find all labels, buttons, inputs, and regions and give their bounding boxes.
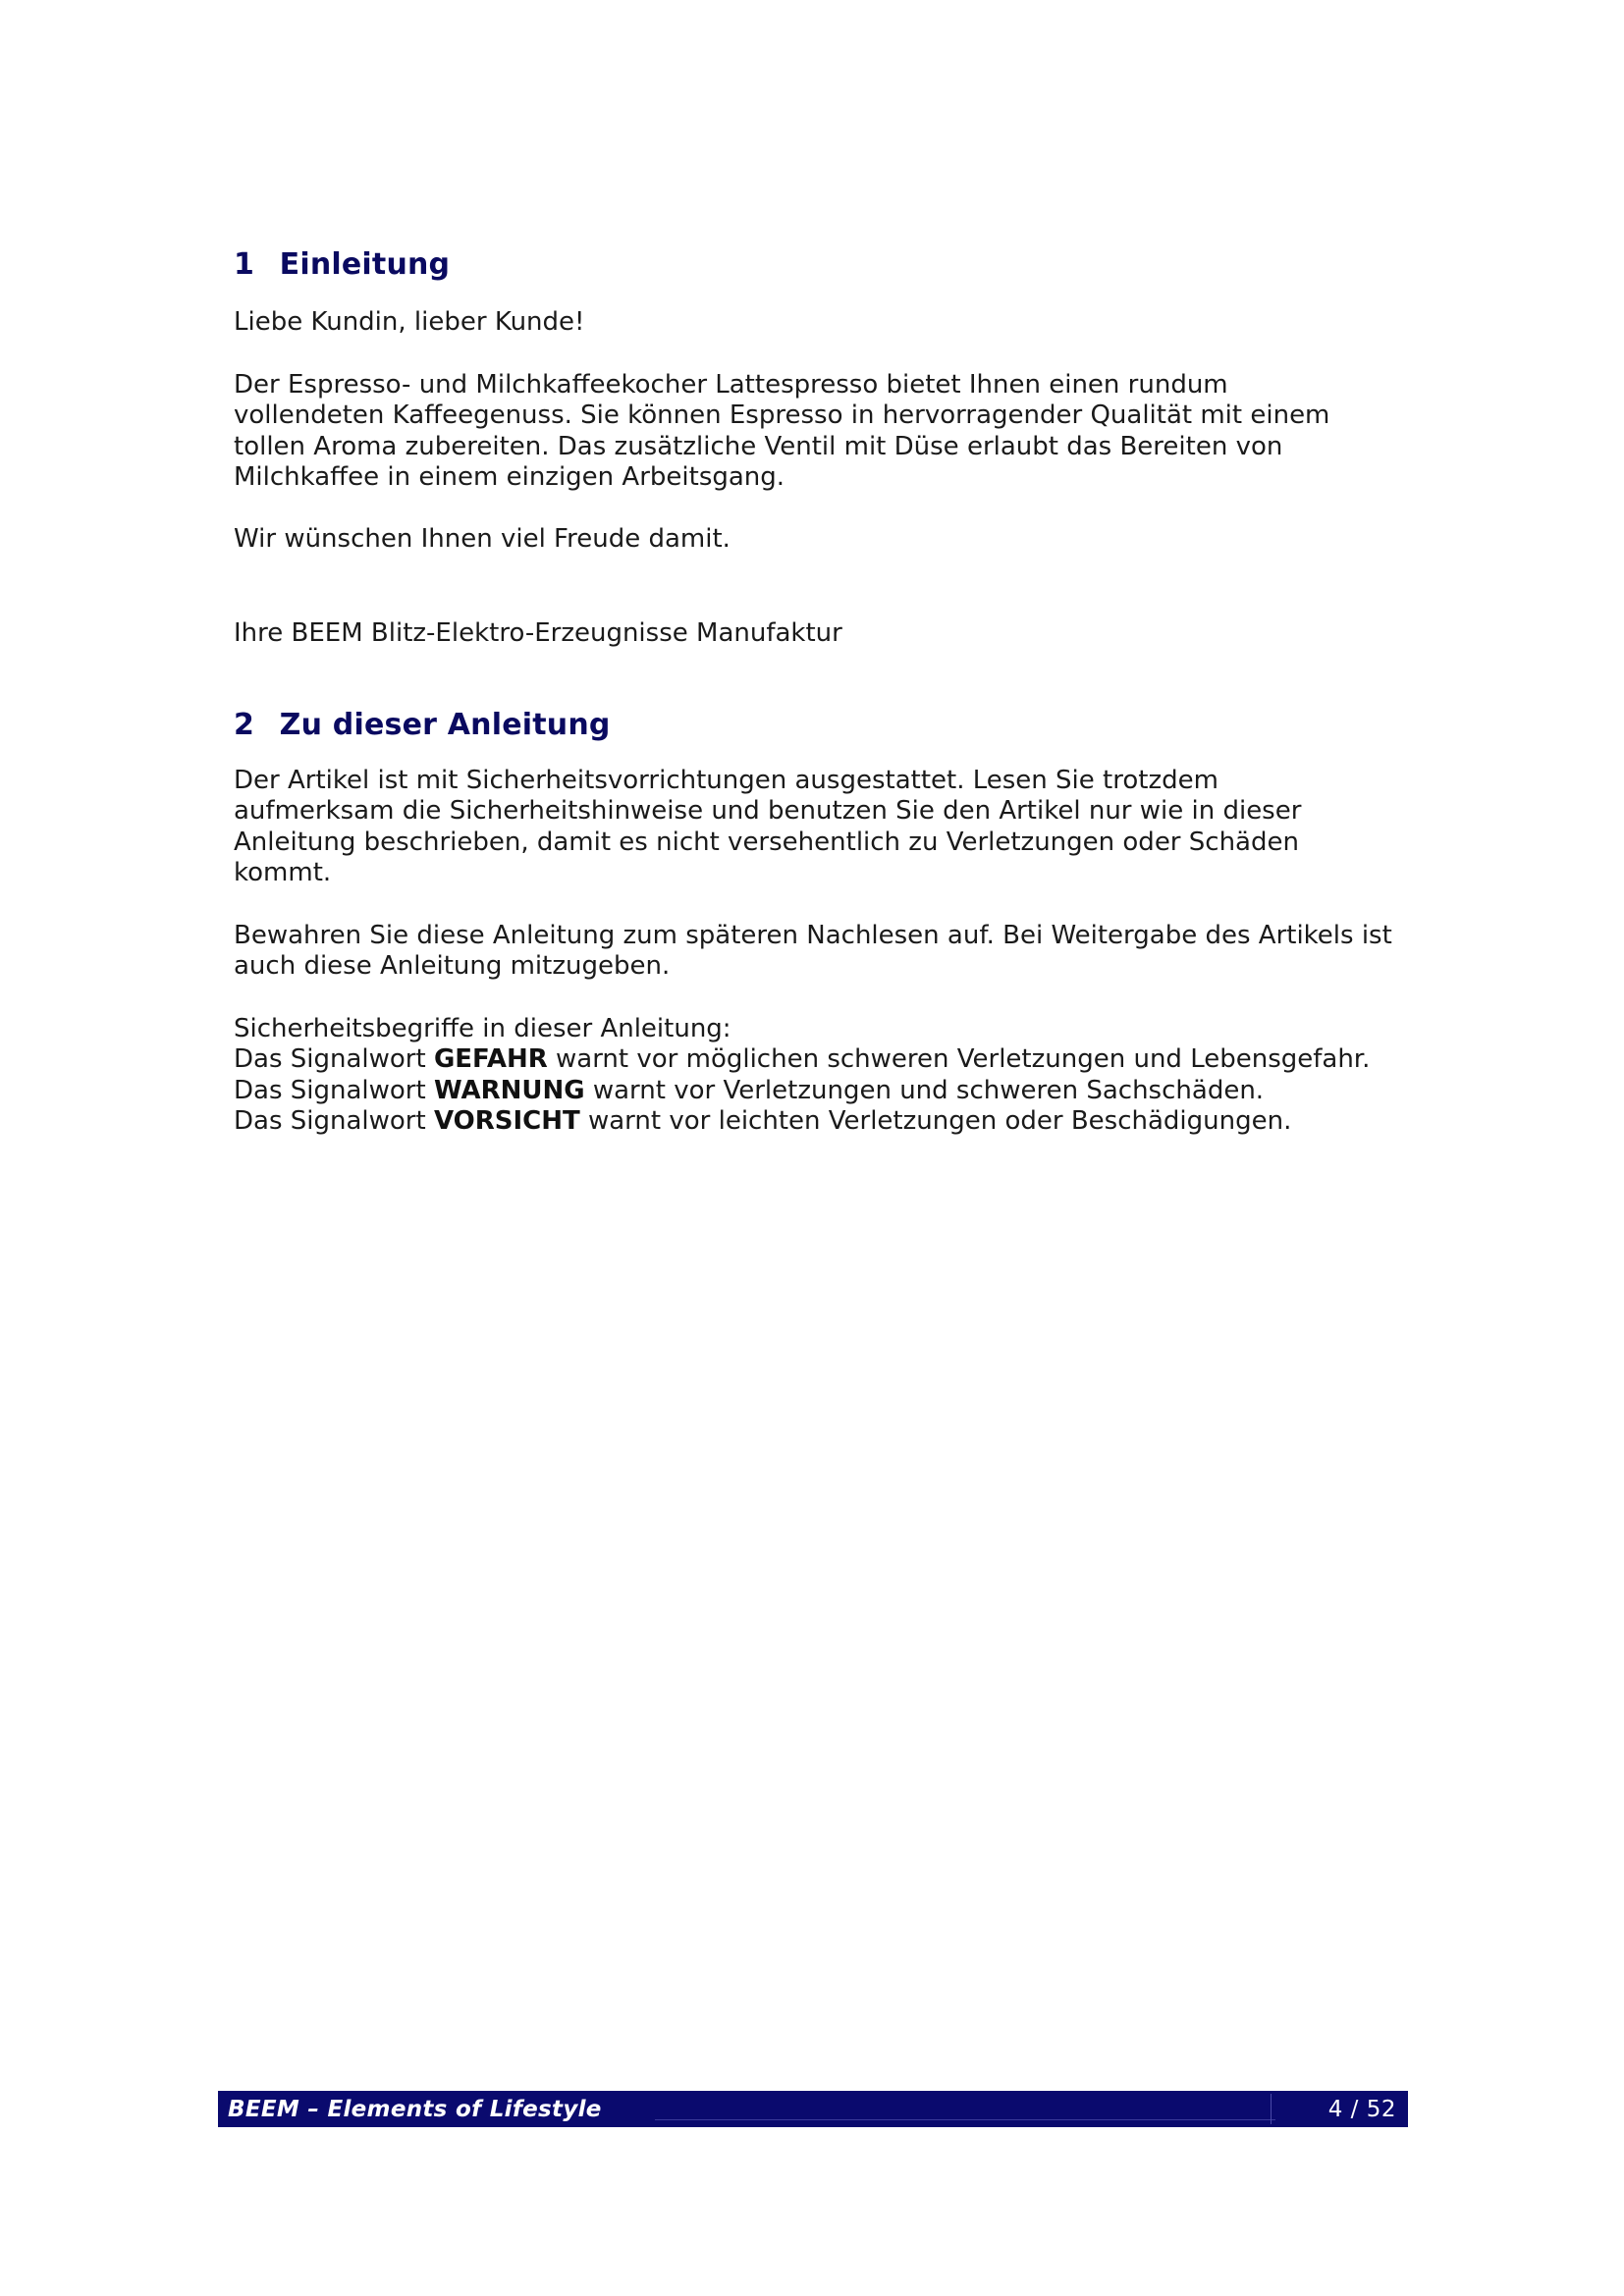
page-footer — [218, 2091, 1408, 2127]
safety-paragraph: Der Artikel ist mit Sicherheitsvorrichtungen ausgestattet. Lesen Sie trotzdem aufmerksam die Sicherheitshinweise und benutzen Sie den Artikel nur wie in dieser Anleitung beschrieben, damit es nicht versehentlich zu Verletzungen oder Schäden kommt. — [234, 765, 1302, 887]
page-content — [234, 247, 1412, 1138]
section-title: Einleitung — [279, 247, 451, 282]
term-prefix: Das Signalwort — [234, 1075, 434, 1105]
section-number: 2 — [234, 707, 255, 742]
footer-rule — [655, 2119, 1275, 2120]
intro-paragraph: Der Espresso- und Milchkaffeekocher Lattespresso bietet Ihnen einen rundum vollendeten Kaffeegenuss. Sie können Espresso in hervorragender Qualität mit einem tollen Aroma zubereiten. Das zusätzliche Ventil mit Düse erlaubt das Bereiten von Milchkaffee in einem einzigen Arbeitsgang. — [234, 369, 1330, 492]
signature-text: Ihre BEEM Blitz-Elektro-Erzeugnisse Manufaktur — [234, 618, 842, 648]
footer-brand: BEEM – Elements of Lifestyle — [228, 2097, 602, 2122]
keep-manual-paragraph: Bewahren Sie diese Anleitung zum späteren Nachlesen auf. Bei Weitergabe des Artikels ist auch diese Anleitung mitzugeben. — [234, 920, 1392, 981]
section-heading-einleitung — [234, 247, 1412, 282]
wish-text: Wir wünschen Ihnen viel Freude damit. — [234, 523, 731, 554]
term-suffix: warnt vor Verletzungen und schweren Sachschäden. — [584, 1075, 1265, 1105]
term-suffix: warnt vor leichten Verletzungen oder Beschädigungen. — [579, 1106, 1292, 1136]
section-number: 1 — [234, 247, 255, 282]
signal-word-vorsicht: VORSICHT — [433, 1106, 580, 1136]
section-heading-anleitung — [234, 708, 1412, 742]
page-number: 4 / 52 — [1327, 2097, 1396, 2122]
footer-divider — [1271, 2094, 1272, 2124]
signal-word-gefahr: GEFAHR — [433, 1044, 548, 1074]
term-prefix: Das Signalwort — [234, 1044, 434, 1074]
signal-word-warnung: WARNUNG — [433, 1075, 585, 1105]
term-line-gefahr — [234, 1044, 1412, 1076]
term-line-vorsicht — [234, 1106, 1412, 1138]
terms-heading: Sicherheitsbegriffe in dieser Anleitung: — [234, 1013, 731, 1043]
section-title: Zu dieser Anleitung — [279, 707, 611, 742]
term-line-warnung — [234, 1076, 1412, 1107]
term-prefix: Das Signalwort — [234, 1106, 434, 1136]
term-suffix: warnt vor möglichen schweren Verletzungen und Lebensgefahr. — [547, 1044, 1371, 1074]
greeting-text: Liebe Kundin, lieber Kunde! — [234, 307, 585, 337]
